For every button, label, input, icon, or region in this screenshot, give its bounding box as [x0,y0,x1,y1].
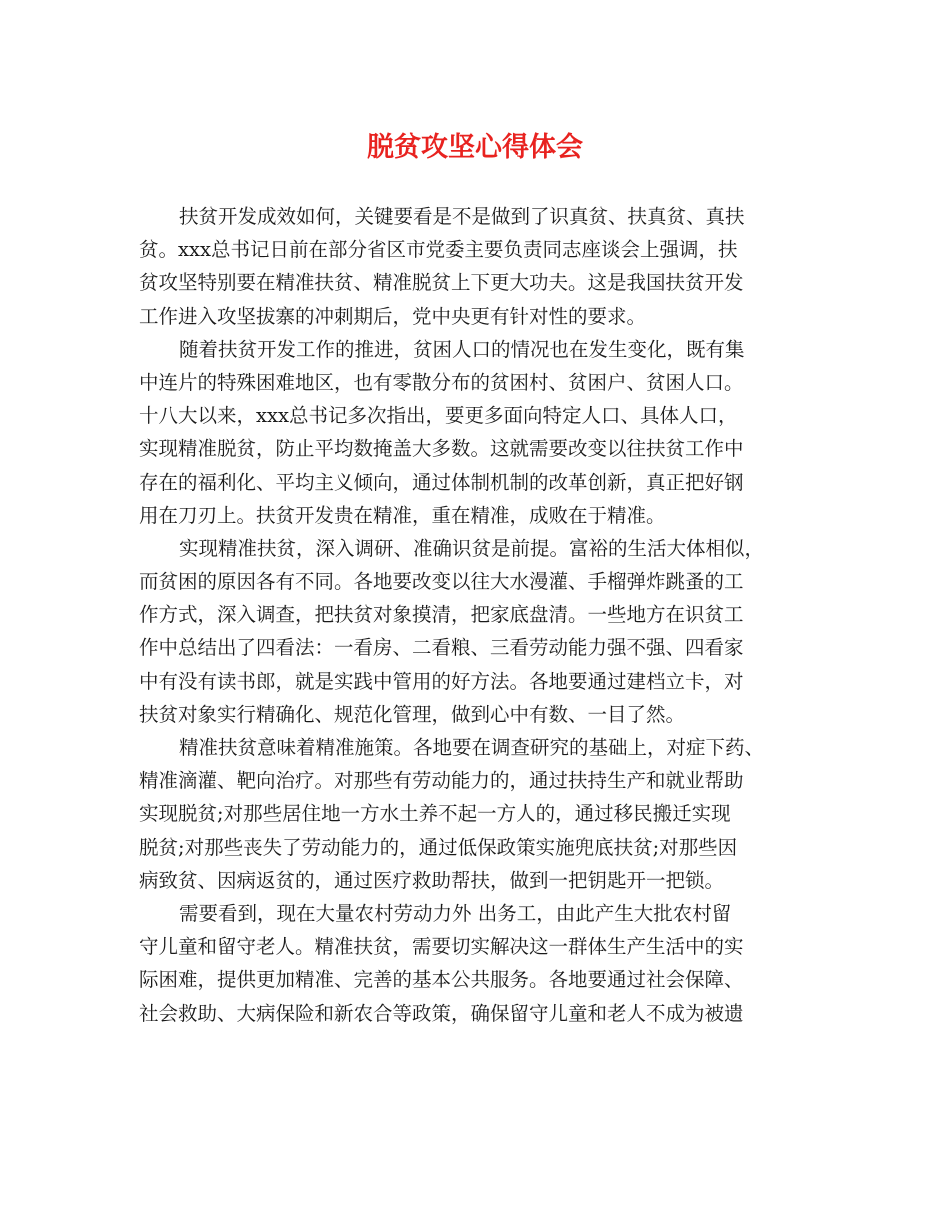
paragraph-line: 存在的福利化、平均主义倾向，通过体制机制的改革创新，真正把好钢 [139,470,744,494]
paragraph-line: 实现脱贫;对那些居住地一方水土养不起一方人的，通过移民搬迁实现 [139,802,731,826]
paragraph-line: 中有没有读书郎，就是实践中管用的好方法。各地要通过建档立卡，对 [139,669,744,693]
paragraph-line: 社会救助、大病保险和新农合等政策，确保留守儿童和老人不成为被遗 [139,1001,744,1025]
paragraph-line: 精准扶贫意味着精准施策。各地要在调查研究的基础上，对症下药、 [179,736,765,759]
document-title: 脱贫攻坚心得体会 [367,132,583,163]
paragraph-line: 作方式，深入调查，把扶贫对象摸清，把家底盘清。一些地方在识贫工 [139,603,744,627]
paragraph-line: 扶贫对象实行精确化、规范化管理，做到心中有数、一目了然。 [139,702,686,726]
paragraph-line: 中连片的特殊困难地区，也有零散分布的贫困村、贫困户、贫困人口。 [139,370,744,394]
paragraph-line: 用在刀刃上。扶贫开发贵在精准，重在精准，成败在于精准。 [139,503,666,527]
paragraph-line: 精准滴灌、靶向治疗。对那些有劳动能力的，通过扶持生产和就业帮助 [139,769,744,793]
paragraph-line: 作中总结出了四看法：一看房、二看粮、三看劳动能力强不强、四看家 [139,636,744,660]
paragraph-line: 需要看到，现在大量农村劳动力外 出务工，由此产生大批农村留 [179,901,732,925]
paragraph [139,897,817,1030]
paragraph-line: 随着扶贫开发工作的推进，贫困人口的情况也在发生变化，既有集 [179,337,745,361]
paragraph-line: 扶贫开发成效如何，关键要看是不是做到了识真贫、扶真贫、真扶 [179,205,745,228]
paragraph-line: 实现精准扶贫，深入调研、准确识贫是前提。富裕的生活大体相似， [179,536,765,560]
paragraph [139,532,817,731]
paragraph-line: 际困难，提供更加精准、完善的基本公共服务。各地要通过社会保障、 [139,968,744,992]
paragraph-line: 脱贫;对那些丧失了劳动能力的，通过低保政策实施兜底扶贫;对那些因 [139,835,738,859]
paragraph [139,333,817,532]
paragraph-line: 实现精准脱贫，防止平均数掩盖大多数。这就需要改变以往扶贫工作中 [139,437,744,461]
paragraph [139,731,817,897]
paragraph-line: 而贫困的原因各有不同。各地要改变以往大水漫灌、手榴弹炸跳蚤的工 [139,570,744,594]
paragraph-line: 病致贫、因病返贫的，通过医疗救助帮扶，做到一把钥匙开一把锁。 [139,868,725,892]
paragraph-line: 贫。xxx总书记日前在部分省区市党委主要负责同志座谈会上强调，扶 [139,238,738,262]
paragraph-line: 贫攻坚特别要在精准扶贫、精准脱贫上下更大功夫。这是我国扶贫开发 [139,271,744,295]
paragraph-line: 工作进入攻坚拔寨的冲刺期后，党中央更有针对性的要求。 [139,304,647,328]
paragraph [139,200,817,333]
paragraph-line: 守儿童和留守老人。精准扶贫，需要切实解决这一群体生产生活中的实 [139,935,744,959]
document-body [139,200,817,1030]
paragraph-line: 十八大以来，xxx总书记多次指出，要更多面向特定人口、具体人口， [139,404,738,428]
